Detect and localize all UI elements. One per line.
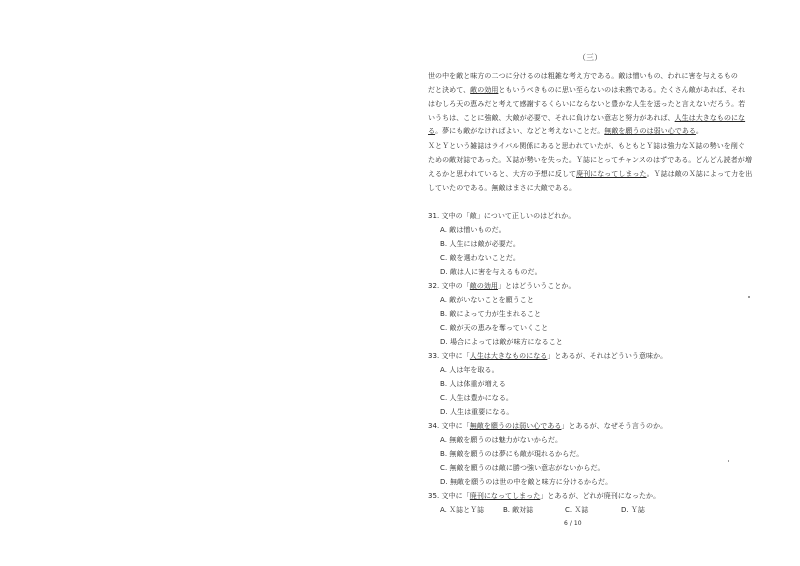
question-stem: 33. 文中に「人生は大きなものになる」とあるが、それはどういう意味か。 xyxy=(428,352,668,360)
option-a[interactable]: A. 人は年を取る。 xyxy=(440,366,499,374)
option-d[interactable]: D. 場合によっては敵が味方になること xyxy=(440,338,563,346)
passage-line: ための敵対誌であった。Ｘ誌が勢いを失った。Ｙ誌にとってチャンスのはずである。どんどん読者が増 xyxy=(428,156,752,164)
passage-line: 世の中を敵と味方の二つに分けるのは粗雑な考え方である。敵は憎いもの、われに害を与えるもの xyxy=(428,72,738,80)
option-c[interactable]: C. 敵が天の恵みを奪っていくこと xyxy=(440,324,549,332)
option-b[interactable]: B. 無敵を願うのは夢にも敵が現れるからだ。 xyxy=(440,450,584,458)
option-a[interactable]: A. Ｘ誌とＹ誌 xyxy=(440,506,485,514)
option-a[interactable]: A. 敵は憎いものだ。 xyxy=(440,226,506,234)
option-c[interactable]: C. 敵を選わないことだ。 xyxy=(440,254,520,262)
option-d[interactable]: D. 無敵を願うのは世の中を敵と味方に分けるからだ。 xyxy=(440,478,613,486)
question-stem: 35. 文中に「廃刊になってしまった」とあるが、どれが廃刊になったか。 xyxy=(428,492,661,500)
passage-line: ＸとＹという雑誌はライバル関係にあると思われていたが、もともとＹ誌は強力なＸ誌の勢いを削ぐ xyxy=(428,142,745,150)
scan-speck xyxy=(748,296,750,298)
option-c[interactable]: C. 無敵を願うのは敵に勝つ強い意志がないからだ。 xyxy=(440,464,605,472)
underline-teki-no-koyo: 敵の効用 xyxy=(470,86,499,94)
question-stem: 32. 文中の「敵の効用」とはどういうことか。 xyxy=(428,282,576,290)
option-b[interactable]: B. 人生には敵が必要だ。 xyxy=(440,240,520,248)
option-d[interactable]: D. Ｙ誌 xyxy=(621,506,645,514)
option-b[interactable]: B. 人は体重が増える xyxy=(440,380,506,388)
option-a[interactable]: A. 敵がいないことを願うこと xyxy=(440,296,534,304)
question-stem: 34. 文中に「無敵を願うのは弱い心である」とあるが、なぜそう言うのか。 xyxy=(428,422,668,430)
question-stem: 31. 文中の「敵」について正しいのはどれか。 xyxy=(428,212,576,220)
underline-haikan: 廃刊になってしまった xyxy=(576,170,647,178)
page-number: 6 / 10 xyxy=(564,520,582,527)
option-d[interactable]: D. 人生は重要になる。 xyxy=(440,408,514,416)
scan-speck xyxy=(728,460,729,462)
option-b[interactable]: B. 敵によって力が生まれること xyxy=(440,310,542,318)
option-b[interactable]: B. 敵対誌 xyxy=(503,506,534,514)
option-c[interactable]: C. 人生は豊かになる。 xyxy=(440,394,513,402)
passage-line: していたのである。無敵はまさに大敵である。 xyxy=(428,184,577,192)
underline-jinsei: 人生は大きなものにな xyxy=(674,114,746,122)
underline-muteki: 無敵を願うのは弱い心である xyxy=(604,127,696,135)
option-a[interactable]: A. 無敵を願うのは魅力がないからだ。 xyxy=(440,436,563,444)
passage-line: はむしろ天の恵みだと考えて感謝するくらいにならないと豊かな人生を送ったと言えないだろう。若 xyxy=(428,100,746,108)
passage-line: だと決めて、敵の効用ともいうべきものに思い至らないのは未熟である。たくさん敵があれば、それ xyxy=(428,86,746,94)
section-title: （三） xyxy=(578,53,603,62)
passage-line: る。夢にも敵がなければよい、などと考えないことだ。無敵を願うのは弱い心である。 xyxy=(428,127,703,135)
option-d[interactable]: D. 敵は人に害を与えるものだ。 xyxy=(440,268,542,276)
passage-line: いうちは、ことに強敵、大敵が必要で、それに負けない意志と努力があれば、人生は大きなものにな xyxy=(428,114,746,122)
passage-line: えるかと思われていると、大方の予想に反して廃刊になってしまった。Ｙ誌は敵のＸ誌によって力を出 xyxy=(428,170,753,178)
underline-jinsei-end: る xyxy=(428,127,436,135)
option-c[interactable]: C. Ｘ誌 xyxy=(565,506,589,514)
